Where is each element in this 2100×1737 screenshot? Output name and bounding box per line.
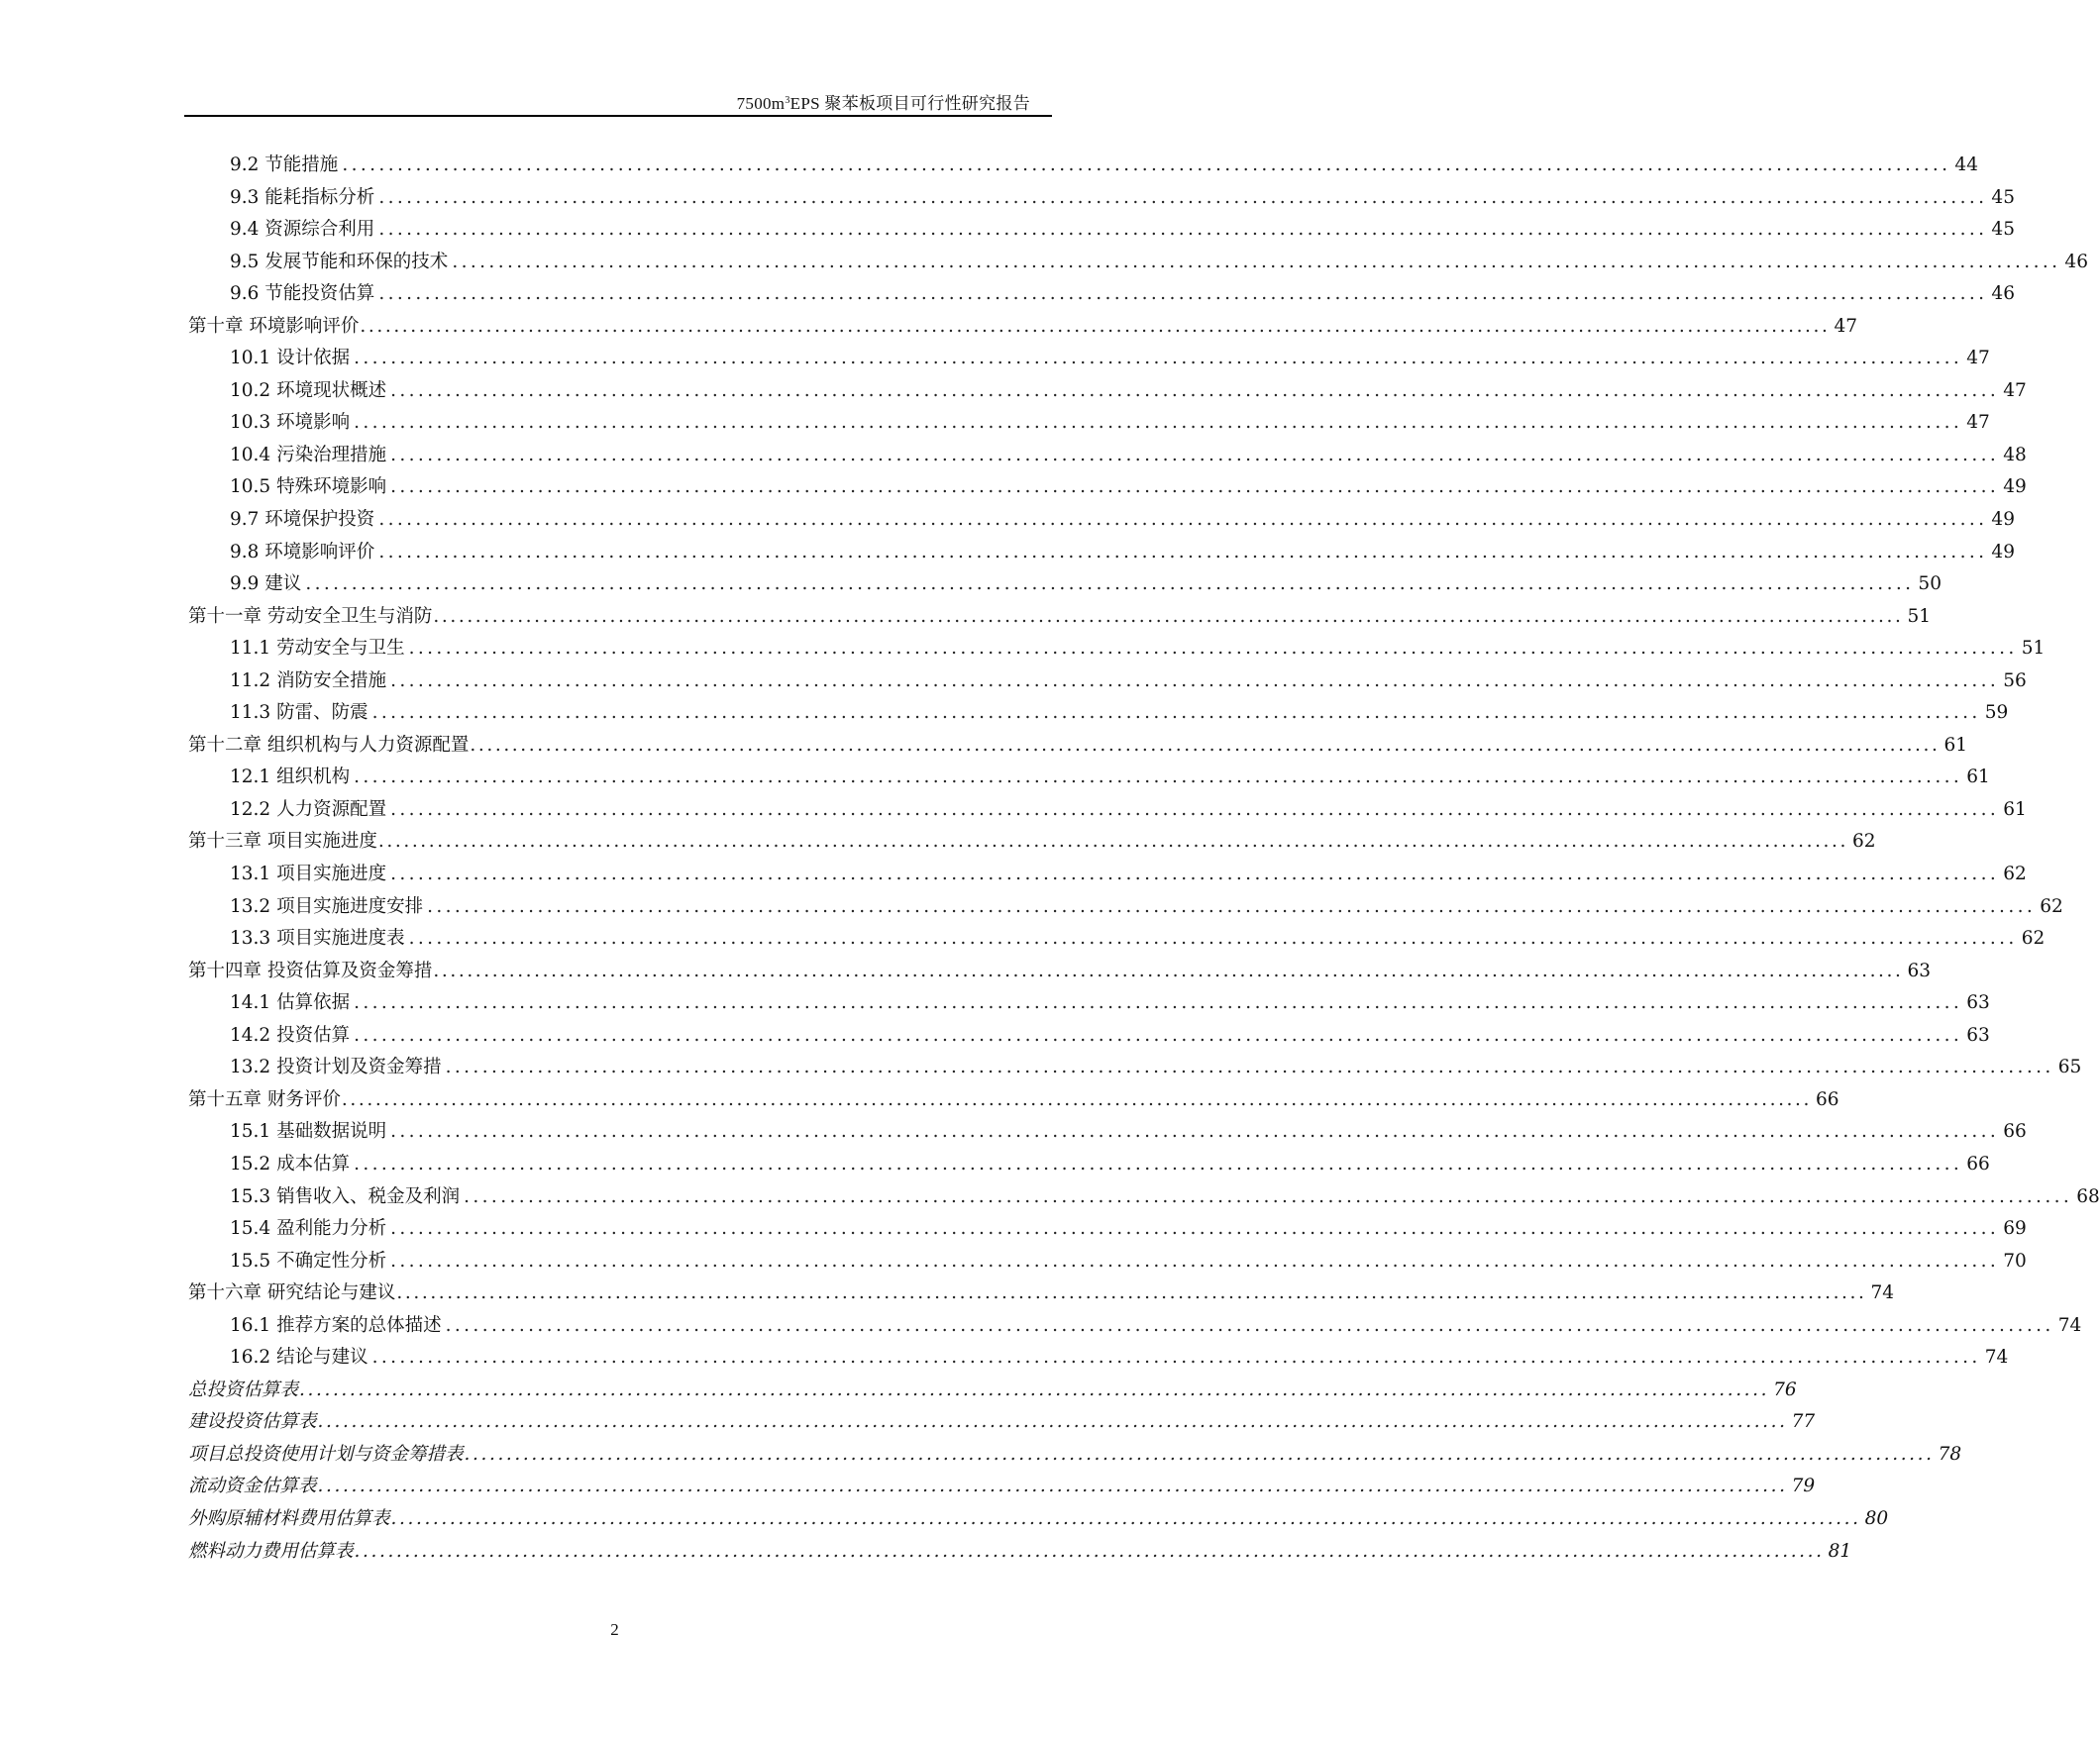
toc-entry-label: 项目总投资使用计划与资金筹措表	[188, 1443, 464, 1465]
toc-entry[interactable]	[188, 151, 1978, 183]
toc-entry-page: 74	[1870, 1282, 1895, 1304]
toc-entry-label: 第十五章 财务评价	[188, 1088, 341, 1110]
toc-entry-page: 62	[2040, 895, 2063, 917]
toc-dot-leader: ...............................................................................................................................................................................	[305, 573, 1915, 595]
toc-entry[interactable]	[188, 602, 1932, 635]
toc-entry-page: 56	[2003, 669, 2027, 691]
toc-entry-page: 68	[2076, 1185, 2100, 1207]
toc-entry-label: 建设投资估算表	[188, 1411, 317, 1433]
toc-entry-page: 74	[2057, 1314, 2082, 1336]
toc-entry[interactable]	[188, 988, 1990, 1021]
toc-entry-page: 59	[1984, 702, 2009, 724]
toc-entry[interactable]	[188, 795, 2027, 828]
toc-entry[interactable]	[188, 1085, 1839, 1118]
toc-entry[interactable]	[188, 957, 1932, 989]
toc-entry[interactable]	[188, 215, 2015, 248]
toc-entry-page: 47	[2003, 379, 2027, 401]
toc-entry[interactable]	[188, 505, 2015, 538]
toc-dot-leader: ...............................................................................................................................................................................	[354, 1153, 1963, 1175]
toc-entry-label: 9.7 环境保护投资	[230, 509, 375, 531]
toc-dot-leader: ...............................................................................................................................................................................	[390, 1250, 2000, 1272]
toc-entry[interactable]	[188, 1472, 1816, 1504]
toc-dot-leader: ...............................................................................................................................................................................	[378, 283, 1988, 305]
toc-dot-leader: ...............................................................................................................................................................................	[433, 605, 1904, 627]
toc-dot-leader: ...............................................................................................................................................................................	[390, 1121, 2000, 1143]
toc-entry-label: 第十一章 劳动安全卫生与消防	[188, 605, 433, 627]
toc-dot-leader: ...............................................................................................................................................................................	[470, 734, 1941, 756]
toc-entry-page: 48	[2003, 444, 2027, 465]
toc-entry[interactable]	[188, 1504, 1889, 1537]
toc-entry[interactable]	[188, 1182, 2100, 1215]
toc-dot-leader: ...............................................................................................................................................................................	[390, 798, 2000, 820]
toc-entry[interactable]	[188, 1343, 2009, 1376]
toc-dot-leader: ...............................................................................................................................................................................	[452, 251, 2061, 272]
toc-entry-page: 62	[2021, 928, 2046, 950]
toc-entry[interactable]	[188, 763, 1990, 795]
toc-entry-page: 63	[1907, 960, 1932, 981]
toc-entry-label: 15.5 不确定性分析	[230, 1250, 387, 1272]
toc-entry-label: 13.2 投资计划及资金筹措	[230, 1057, 442, 1078]
toc-entry-label: 15.3 销售收入、税金及利润	[230, 1185, 461, 1207]
toc-entry-label: 10.2 环境现状概述	[230, 379, 387, 401]
toc-entry-label: 第十三章 项目实施进度	[188, 831, 377, 853]
toc-entry-page: 63	[1966, 992, 1990, 1014]
toc-dot-leader: ...............................................................................................................................................................................	[390, 669, 2000, 691]
toc-entry-label: 13.3 项目实施进度表	[230, 928, 405, 950]
toc-entry-page: 49	[1991, 509, 2015, 531]
toc-entry-page: 66	[2003, 1121, 2027, 1143]
toc-dot-leader: ...............................................................................................................................................................................	[390, 1218, 2000, 1240]
toc-entry[interactable]	[188, 666, 2027, 699]
toc-dot-leader: ...............................................................................................................................................................................	[354, 992, 1963, 1014]
toc-dot-leader: ...............................................................................................................................................................................	[360, 315, 1831, 337]
toc-entry[interactable]	[188, 860, 2027, 892]
toc-dot-leader: ...............................................................................................................................................................................	[427, 895, 2037, 917]
toc-entry[interactable]	[188, 569, 1942, 602]
toc-entry-label: 15.4 盈利能力分析	[230, 1218, 387, 1240]
toc-dot-leader: ...............................................................................................................................................................................	[390, 444, 2000, 465]
toc-entry-page: 45	[1991, 219, 2015, 241]
toc-entry-label: 外购原辅材料费用估算表	[188, 1507, 390, 1529]
toc-entry[interactable]	[188, 1247, 2027, 1279]
toc-entry-label: 13.1 项目实施进度	[230, 864, 387, 885]
toc-dot-leader: ...............................................................................................................................................................................	[317, 1411, 1788, 1433]
toc-dot-leader: ...............................................................................................................................................................................	[408, 928, 2018, 950]
toc-entry-page: 47	[1966, 348, 1990, 369]
toc-dot-leader: ...............................................................................................................................................................................	[396, 1282, 1867, 1304]
toc-entry-page: 47	[1834, 315, 1858, 337]
toc-entry-label: 10.3 环境影响	[230, 412, 351, 434]
toc-entry[interactable]	[188, 1021, 1990, 1054]
toc-entry-page: 49	[2003, 476, 2027, 498]
toc-entry-page: 61	[1943, 734, 1968, 756]
toc-entry-label: 14.2 投资估算	[230, 1024, 351, 1046]
toc-entry[interactable]	[188, 344, 1990, 376]
toc-entry-page: 69	[2003, 1218, 2027, 1240]
toc-dot-leader: ...............................................................................................................................................................................	[377, 831, 1848, 853]
toc-entry[interactable]	[188, 1537, 1852, 1570]
toc-entry-label: 10.4 污染治理措施	[230, 444, 387, 465]
toc-entry-page: 66	[1966, 1153, 1990, 1175]
toc-entry[interactable]	[188, 1278, 1895, 1311]
toc-entry-page: 50	[1918, 573, 1942, 595]
toc-entry-label: 11.2 消防安全措施	[230, 669, 387, 691]
title-superscript: 3	[785, 95, 790, 106]
toc-entry-label: 第十二章 组织机构与人力资源配置	[188, 734, 470, 756]
toc-entry-page: 47	[1966, 412, 1990, 434]
toc-entry-label: 11.3 防雷、防震	[230, 702, 368, 724]
toc-entry-label: 15.2 成本估算	[230, 1153, 351, 1175]
toc-entry-page: 49	[1991, 541, 2015, 562]
toc-entry[interactable]	[188, 279, 2015, 312]
toc-dot-leader: ...............................................................................................................................................................................	[390, 476, 2000, 498]
toc-entry[interactable]	[188, 731, 1968, 764]
title-suffix: EPS 聚苯板项目可行性研究报告	[789, 94, 1030, 113]
toc-entry-label: 9.2 节能措施	[230, 154, 339, 175]
toc-entry-label: 12.2 人力资源配置	[230, 798, 387, 820]
toc-entry-label: 15.1 基础数据说明	[230, 1121, 387, 1143]
toc-entry-page: 66	[1816, 1088, 1839, 1110]
toc-dot-leader: ...............................................................................................................................................................................	[371, 702, 1981, 724]
toc-entry[interactable]	[188, 1376, 1797, 1408]
toc-entry[interactable]	[188, 472, 2027, 505]
toc-entry[interactable]	[188, 441, 2027, 473]
toc-entry-label: 9.6 节能投资估算	[230, 283, 375, 305]
toc-dot-leader: ...............................................................................................................................................................................	[371, 1347, 1981, 1369]
toc-dot-leader: ...............................................................................................................................................................................	[390, 1507, 1861, 1529]
title-prefix: 7500m	[736, 94, 786, 113]
toc-dot-leader: ...............................................................................................................................................................................	[341, 1088, 1812, 1110]
toc-entry[interactable]	[188, 924, 2046, 957]
toc-entry-label: 10.5 特殊环境影响	[230, 476, 387, 498]
toc-entry-page: 81	[1828, 1540, 1852, 1562]
toc-dot-leader: ...............................................................................................................................................................................	[299, 1379, 1770, 1400]
toc-dot-leader: ...............................................................................................................................................................................	[408, 638, 2018, 660]
toc-entry-page: 61	[1966, 766, 1990, 788]
page-number: 2	[610, 1620, 619, 1639]
toc-entry[interactable]	[188, 634, 2046, 666]
toc-entry[interactable]	[188, 1311, 2082, 1344]
toc-entry-label: 14.1 估算依据	[230, 992, 351, 1014]
toc-entry-label: 流动资金估算表	[188, 1476, 317, 1497]
toc-entry-label: 9.4 资源综合利用	[230, 219, 375, 241]
toc-entry[interactable]	[188, 1214, 2027, 1247]
toc-entry[interactable]	[188, 248, 2088, 280]
toc-entry-page: 70	[2003, 1250, 2027, 1272]
toc-entry[interactable]	[188, 538, 2015, 570]
toc-dot-leader: ...............................................................................................................................................................................	[354, 412, 1963, 434]
toc-dot-leader: ...............................................................................................................................................................................	[378, 186, 1988, 208]
toc-entry-page: 78	[1938, 1443, 1962, 1465]
toc-entry-label: 总投资估算表	[188, 1379, 299, 1400]
table-of-contents	[188, 151, 2100, 1569]
toc-entry-label: 9.3 能耗指标分析	[230, 186, 375, 208]
toc-dot-leader: ...............................................................................................................................................................................	[317, 1476, 1788, 1497]
toc-entry-page: 74	[1984, 1347, 2009, 1369]
toc-entry-page: 46	[1991, 283, 2015, 305]
toc-dot-leader: ...............................................................................................................................................................................	[464, 1443, 1935, 1465]
toc-entry[interactable]	[188, 408, 1990, 441]
toc-entry-page: 77	[1791, 1411, 1816, 1433]
toc-entry[interactable]	[188, 698, 2009, 731]
toc-entry-label: 11.1 劳动安全与卫生	[230, 638, 405, 660]
toc-dot-leader: ...............................................................................................................................................................................	[390, 864, 2000, 885]
toc-entry[interactable]	[188, 312, 1858, 345]
toc-dot-leader: ...............................................................................................................................................................................	[445, 1057, 2054, 1078]
toc-dot-leader: ...............................................................................................................................................................................	[354, 1024, 1963, 1046]
toc-entry[interactable]	[188, 1053, 2082, 1085]
toc-entry[interactable]	[188, 827, 1876, 860]
toc-dot-leader: ...............................................................................................................................................................................	[378, 219, 1988, 241]
toc-entry-label: 10.1 设计依据	[230, 348, 351, 369]
toc-entry-page: 45	[1991, 186, 2015, 208]
toc-entry-page: 79	[1791, 1476, 1816, 1497]
toc-dot-leader: ...............................................................................................................................................................................	[390, 379, 2000, 401]
toc-entry[interactable]	[188, 892, 2063, 925]
toc-entry-page: 76	[1773, 1379, 1797, 1400]
toc-dot-leader: ...............................................................................................................................................................................	[378, 541, 1988, 562]
toc-entry[interactable]	[188, 1117, 2027, 1150]
toc-entry-page: 46	[2064, 251, 2088, 272]
toc-dot-leader: ...............................................................................................................................................................................	[354, 1540, 1825, 1562]
toc-entry-page: 62	[2003, 864, 2027, 885]
toc-entry-label: 第十六章 研究结论与建议	[188, 1282, 396, 1304]
toc-entry-label: 9.9 建议	[230, 573, 302, 595]
toc-entry[interactable]	[188, 376, 2027, 409]
toc-dot-leader: ...............................................................................................................................................................................	[342, 154, 1951, 175]
page-header	[184, 85, 1052, 117]
toc-dot-leader: ...............................................................................................................................................................................	[378, 509, 1988, 531]
toc-entry-label: 第十章 环境影响评价	[188, 315, 360, 337]
document-title	[737, 89, 1030, 114]
toc-entry-label: 9.8 环境影响评价	[230, 541, 375, 562]
toc-entry-page: 44	[1954, 154, 1978, 175]
toc-entry[interactable]	[188, 1440, 1962, 1473]
toc-entry-label: 9.5 发展节能和环保的技术	[230, 251, 449, 272]
toc-entry-page: 61	[2003, 798, 2027, 820]
toc-entry-label: 燃料动力费用估算表	[188, 1540, 354, 1562]
toc-entry-label: 第十四章 投资估算及资金筹措	[188, 960, 433, 981]
toc-entry-page: 65	[2057, 1057, 2082, 1078]
toc-dot-leader: ...............................................................................................................................................................................	[433, 960, 1904, 981]
toc-entry-label: 13.2 项目实施进度安排	[230, 895, 424, 917]
toc-entry-page: 80	[1864, 1507, 1889, 1529]
toc-entry-label: 16.1 推荐方案的总体描述	[230, 1314, 442, 1336]
toc-entry-label: 16.2 结论与建议	[230, 1347, 368, 1369]
toc-entry[interactable]	[188, 183, 2015, 216]
toc-dot-leader: ...............................................................................................................................................................................	[354, 766, 1963, 788]
toc-dot-leader: ...............................................................................................................................................................................	[445, 1314, 2054, 1336]
toc-dot-leader: ...............................................................................................................................................................................	[354, 348, 1963, 369]
toc-dot-leader: ...............................................................................................................................................................................	[464, 1185, 2073, 1207]
toc-entry-page: 51	[1907, 605, 1932, 627]
toc-entry-page: 62	[1852, 831, 1876, 853]
toc-entry[interactable]	[188, 1150, 1990, 1182]
toc-entry-label: 12.1 组织机构	[230, 766, 351, 788]
toc-entry-page: 63	[1966, 1024, 1990, 1046]
toc-entry[interactable]	[188, 1407, 1816, 1440]
toc-entry-page: 51	[2021, 638, 2046, 660]
